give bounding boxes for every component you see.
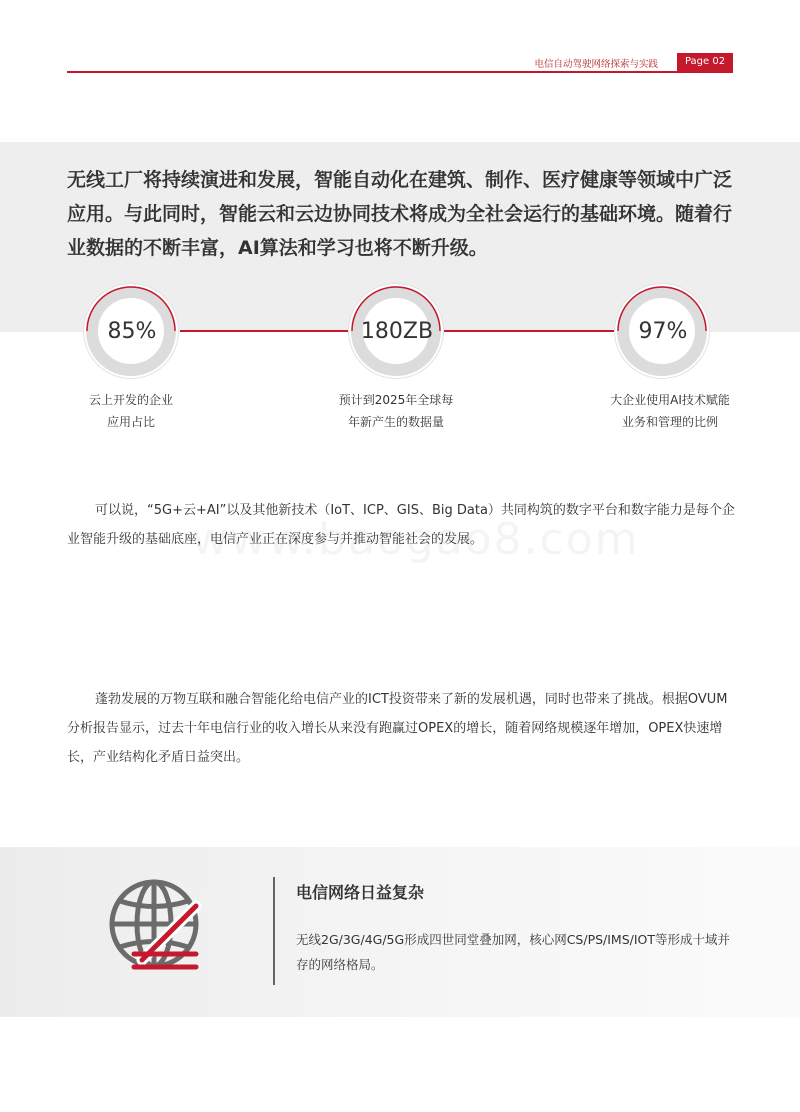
stat-caption	[316, 389, 476, 433]
stat-caption	[590, 389, 750, 433]
stat-value: 180ZB	[360, 319, 434, 344]
header-title: 电信自动驾驶网络探索与实践	[534, 59, 658, 70]
header-divider	[67, 71, 733, 73]
intro-text: 无线工厂将持续演进和发展，智能自动化在建筑、制作、医疗健康等领域中广泛应用。与此同时，智能云和云边协同技术将成为全社会运行的基础环境。随着行业数据的不断丰富，AI算法和学习也将不断升级。	[67, 169, 733, 259]
stat-ring	[348, 283, 444, 379]
stat-caption-line: 应用占比	[106, 415, 155, 429]
page-number-badge: Page 02	[677, 53, 733, 71]
globe-network-icon	[102, 872, 206, 976]
stat-value: 97%	[638, 319, 688, 344]
stat-caption-line: 预计到2025年全球每	[338, 393, 454, 407]
feature-description: 无线2G/3G/4G/5G形成四世同堂叠加网，核心网CS/PS/IMS/IOT等形成十域并存的网络格局。	[296, 932, 731, 972]
stat-caption-line: 年新产生的数据量	[347, 415, 444, 429]
stat-caption	[51, 389, 211, 433]
feature-divider	[273, 877, 275, 985]
stat-ring	[83, 283, 179, 379]
stat-value: 85%	[107, 319, 157, 344]
stat-caption-line: 大企业使用AI技术赋能	[610, 393, 730, 407]
feature-title: 电信网络日益复杂	[296, 883, 425, 902]
stat-caption-line: 云上开发的企业	[88, 393, 173, 407]
stat-caption-line: 业务和管理的比例	[621, 415, 718, 429]
stat-connector-line	[180, 330, 348, 332]
body-paragraph-1: 可以说，“5G+云+AI”以及其他新技术（IoT、ICP、GIS、Big Data）共同构筑的数字平台和数字能力是每个企业智能升级的基础底座，电信产业正在深度参与并推动智能社会的发展。	[67, 503, 735, 547]
body-paragraph-2: 蓬勃发展的万物互联和融合智能化给电信产业的ICT投资带来了新的发展机遇，同时也带来了挑战。根据OVUM分析报告显示，过去十年电信行业的收入增长从来没有跑赢过OPEX的增长，随着网络规模逐年增加，OPEX快速增长，产业结构化矛盾日益突出。	[67, 692, 728, 765]
stat-connector-line	[444, 330, 614, 332]
stat-ring	[614, 283, 710, 379]
